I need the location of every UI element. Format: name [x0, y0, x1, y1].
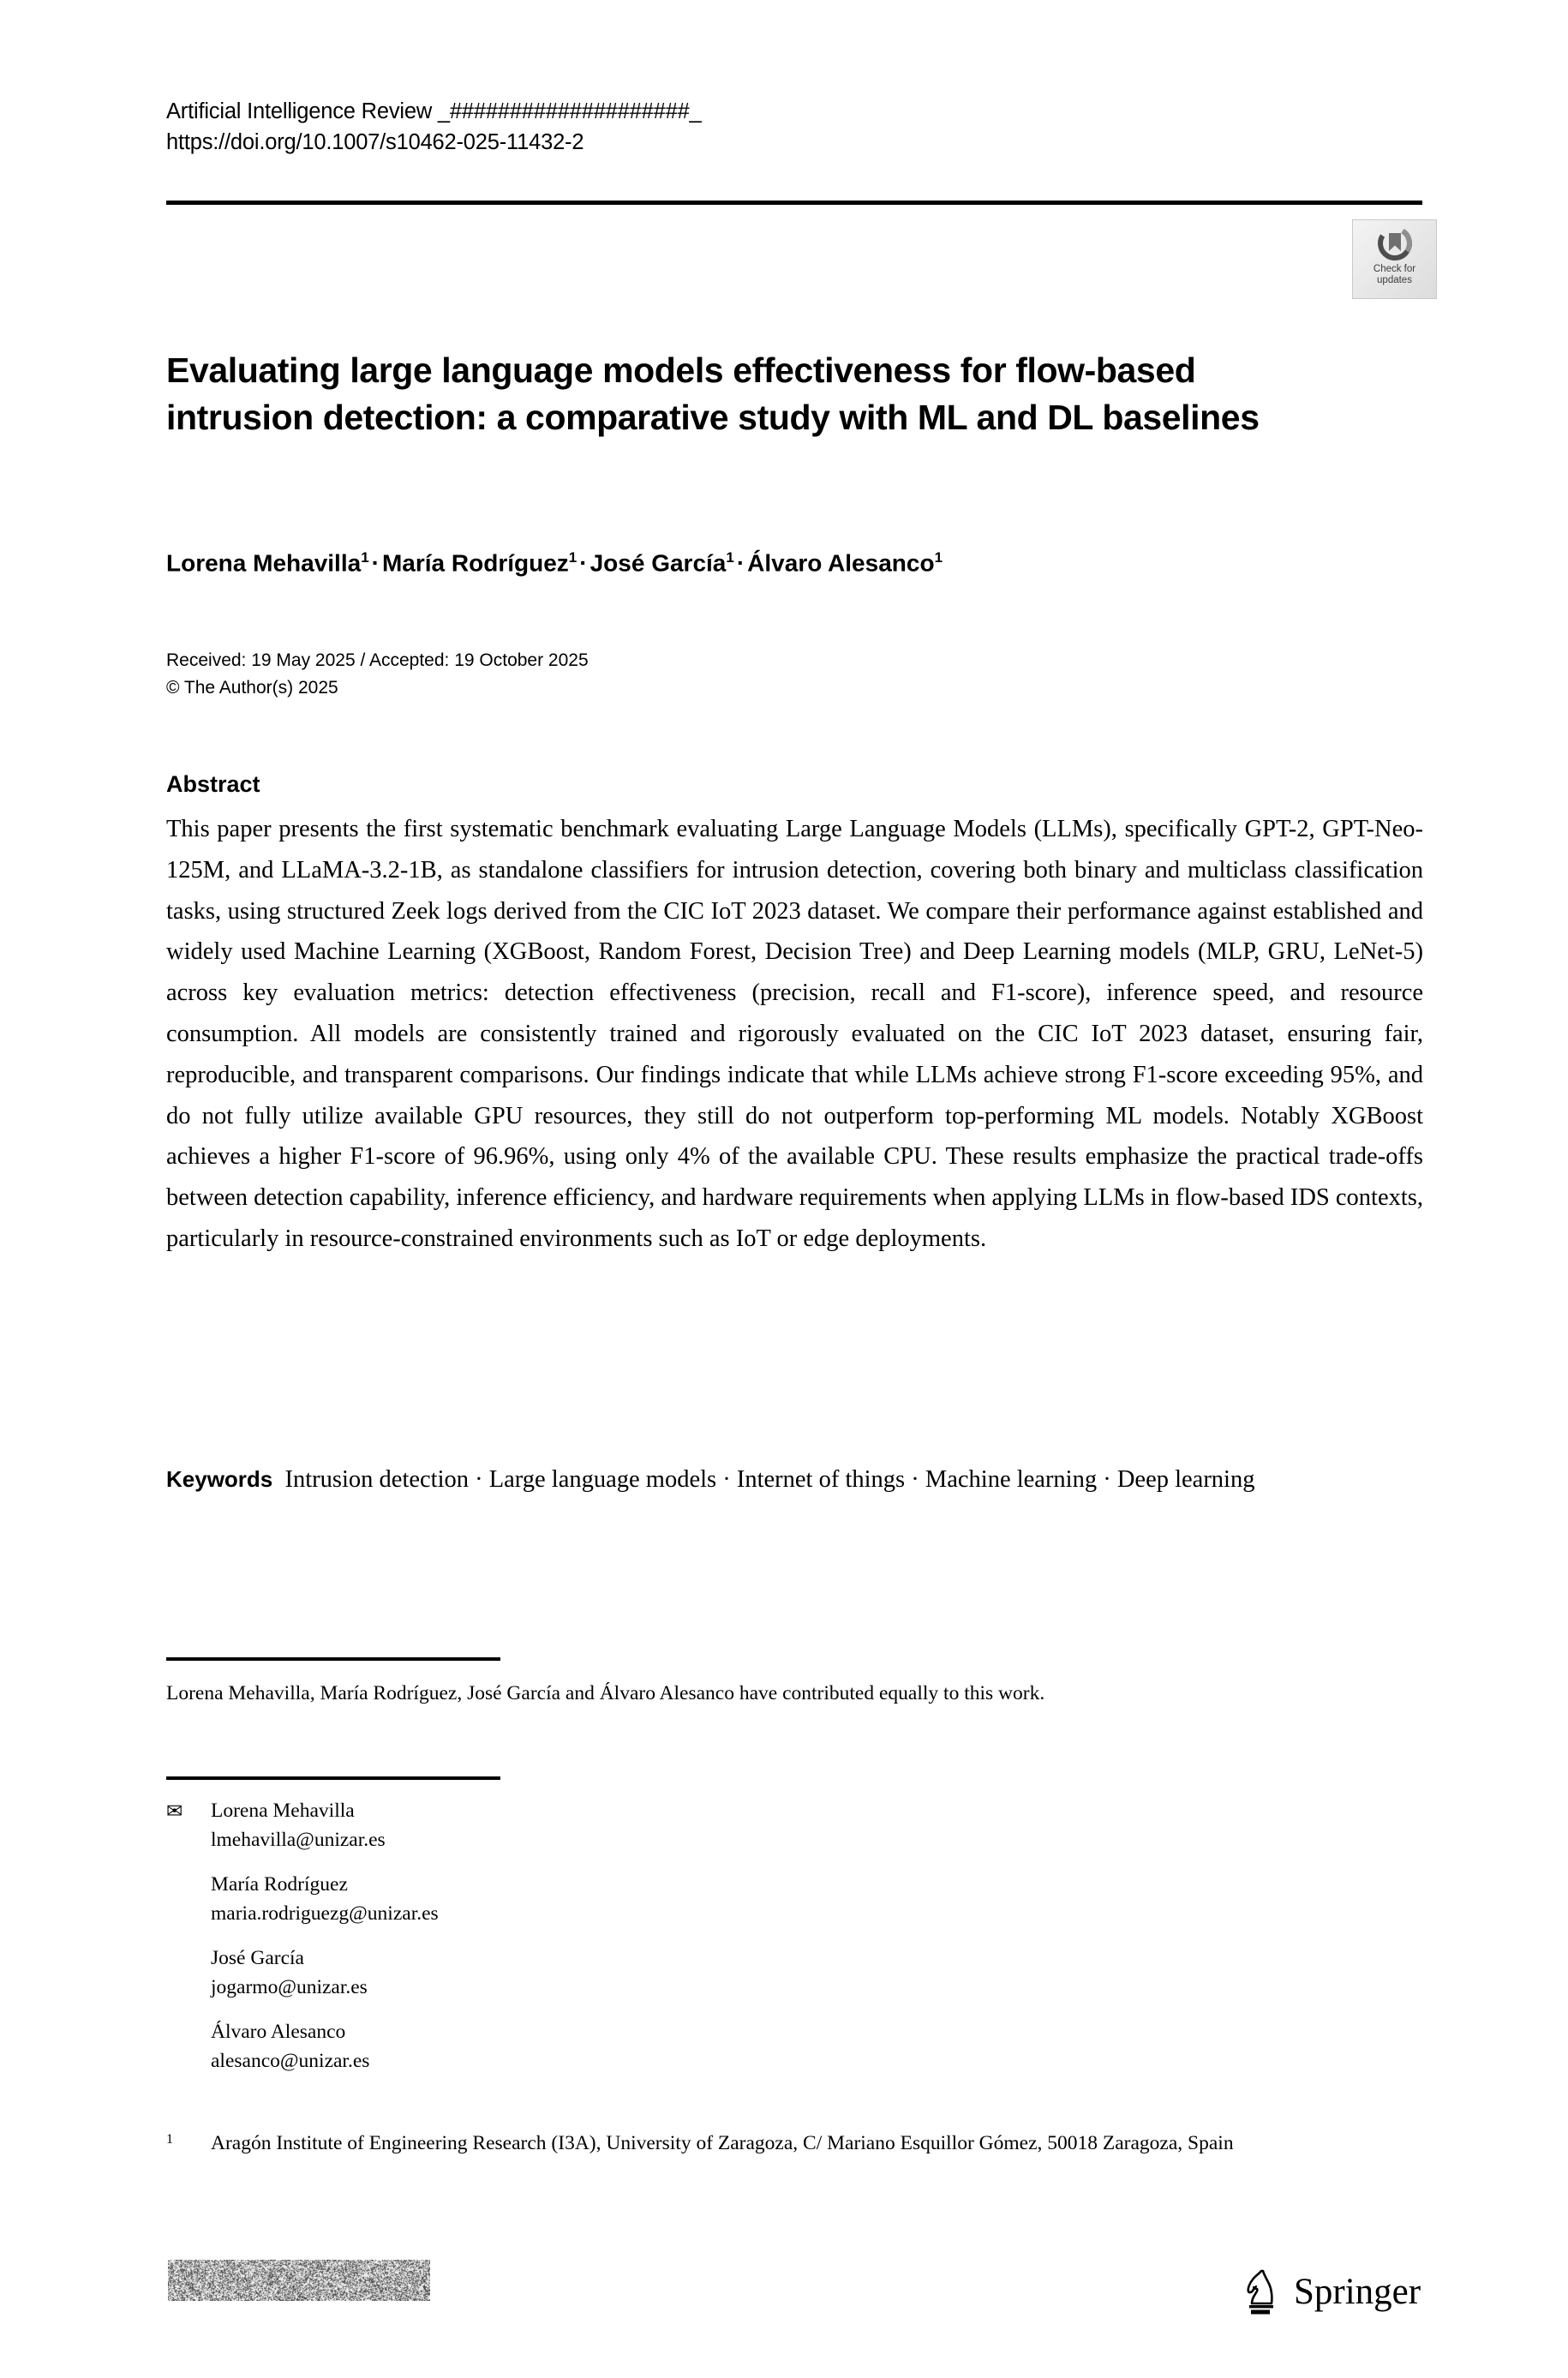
author-affiliation-marker: 1	[568, 549, 578, 566]
author-separator: ·	[579, 549, 588, 577]
author-affiliation-marker: 1	[361, 549, 369, 566]
author-list	[166, 542, 1417, 579]
footnote-divider-bottom	[166, 1776, 500, 1780]
publication-dates	[166, 647, 1023, 702]
journal-running-head	[166, 96, 1280, 158]
springer-knight-icon	[1242, 2268, 1285, 2316]
author-name[interactable]: José García	[589, 549, 727, 577]
envelope-icon: ✉	[166, 1800, 183, 1822]
footnote-divider-top	[166, 1657, 500, 1661]
author-separator: ·	[736, 549, 745, 577]
springer-wordmark: Springer	[1294, 2272, 1421, 2312]
check-for-updates-icon	[1376, 225, 1414, 262]
correspondent-name: José García	[211, 1947, 304, 1969]
correspondence-block	[166, 1796, 1194, 2091]
abstract-text: This paper presents the first systematic benchmark evaluating Large Language Models (LLMs), specifically GPT-2, GPT-Neo-125M, and LLaMA-3.2-1B, as standalone classifiers for intrusion detection, covering both binary and multiclass classification tasks, using structured Zeek logs derived from the CIC IoT 2023 dataset. We compare their performance against established and widely used Machine Learning (XGBoost, Random Forest, Decision Tree) and Deep Learning models (MLP, GRU, LeNet-5) across key evaluation metrics: detection effectiveness (precision, recall and F1-score), inference speed, and resource consumption. All models are consistently trained and rigorously evaluated on the CIC IoT 2023 dataset, ensuring fair, reproducible, and transparent comparisons. Our findings indicate that while LLMs achieve strong F1-score exceeding 95%, and do not fully utilize available GPU resources, they still do not outperform top-performing ML models. Notably XGBoost achieves a higher F1-score of 96.96%, using only 4% of the available CPU. These results emphasize the practical trade-offs between detection capability, inference efficiency, and hardware requirements when applying LLMs in flow-based IDS contexts, particularly in resource-constrained environments such as IoT or edge deployments.	[166, 816, 1423, 1252]
author-name[interactable]: Lorena Mehavilla	[166, 549, 362, 577]
correspondent-email[interactable]: alesanco@unizar.es	[211, 2050, 370, 2072]
correspondence-entry	[166, 1796, 1194, 1854]
journal-name: Artificial Intelligence Review _####################_	[166, 99, 702, 123]
header-divider	[166, 201, 1422, 205]
received-accepted-line: Received: 19 May 2025 / Accepted: 19 October 2025	[166, 650, 589, 670]
equal-contribution-note: Lorena Mehavilla, María Rodríguez, José García and Álvaro Alesanco have contributed equally to this work.	[166, 1682, 1045, 1704]
correspondence-entry	[166, 2017, 1194, 2076]
correspondence-entry	[166, 1944, 1194, 2002]
correspondent-email[interactable]: maria.rodriguezg@unizar.es	[211, 1902, 439, 1925]
cfu-line-1: Check for	[1373, 264, 1416, 274]
page-title: Evaluating large language models effectiveness for flow-based intrusion detection: a comparative study with ML and DL baselines	[166, 350, 1260, 438]
doi-link[interactable]: https://doi.org/10.1007/s10462-025-11432-2	[166, 130, 584, 154]
correspondent-email[interactable]: lmehavilla@unizar.es	[211, 1829, 386, 1851]
correspondent-name: María Rodríguez	[211, 1873, 348, 1896]
keywords-section	[166, 1459, 1366, 1500]
keywords-label: Keywords	[166, 1466, 273, 1492]
affiliation-marker: 1	[166, 2132, 173, 2147]
check-for-updates-label	[1373, 264, 1415, 286]
copyright-line: © The Author(s) 2025	[166, 678, 338, 698]
redaction-noise-block	[168, 2260, 430, 2301]
correspondent-name: Álvaro Alesanco	[211, 2021, 346, 2043]
cfu-line-2: updates	[1377, 275, 1412, 285]
author-affiliation-marker: 1	[726, 549, 734, 566]
correspondent-name: Lorena Mehavilla	[211, 1800, 355, 1822]
keywords-list: Intrusion detection · Large language models · Internet of things · Machine learning · Deep learning	[284, 1466, 1255, 1493]
correspondence-entry	[166, 1870, 1194, 1928]
correspondent-email[interactable]: jogarmo@unizar.es	[211, 1976, 368, 1998]
author-separator: ·	[371, 549, 380, 577]
author-name[interactable]: Álvaro Alesanco	[747, 549, 935, 577]
check-for-updates-badge[interactable]	[1352, 219, 1437, 299]
author-affiliation-marker: 1	[934, 549, 943, 566]
author-name[interactable]: María Rodríguez	[381, 549, 569, 577]
affiliation-entry	[166, 2127, 1306, 2159]
affiliation-text: Aragón Institute of Engineering Research (I3A), University of Zaragoza, C/ Mariano Esquillor Gómez, 50018 Zaragoza, Spain	[211, 2132, 1234, 2154]
springer-logo	[1242, 2267, 1421, 2318]
abstract-heading: Abstract	[166, 771, 260, 797]
